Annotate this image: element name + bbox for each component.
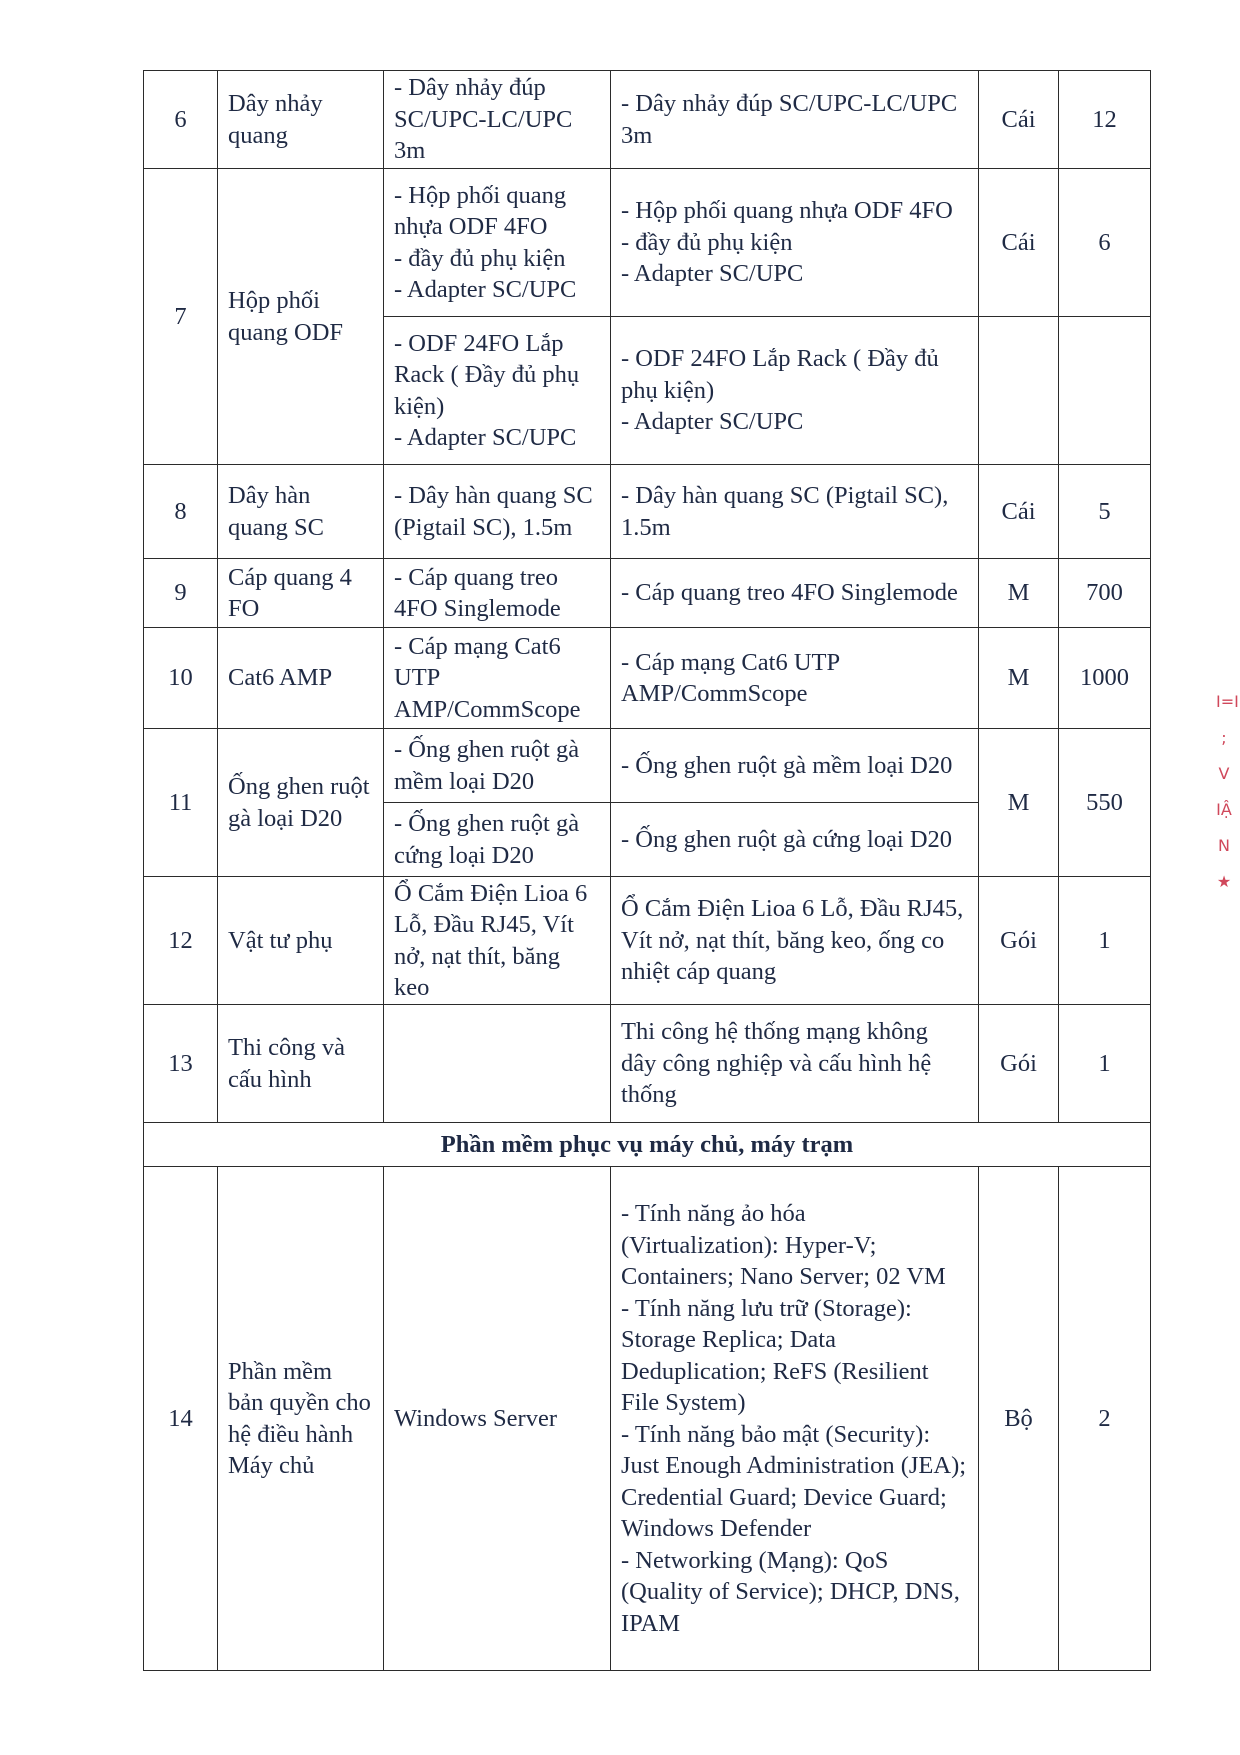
row-number: 12	[144, 877, 218, 1005]
item-name: Thi công và cấu hình	[218, 1005, 384, 1123]
quantity: 1000	[1059, 628, 1151, 729]
unit: Gói	[979, 1005, 1059, 1123]
stamp-mark: IẬ	[1216, 800, 1232, 819]
unit: Cái	[979, 169, 1059, 317]
quantity: 2	[1059, 1167, 1151, 1671]
offered-spec: - Cáp quang treo 4FO Singlemode	[384, 559, 611, 628]
row-number: 8	[144, 465, 218, 559]
row-number: 10	[144, 628, 218, 729]
stamp-edge-fragment	[1216, 684, 1239, 891]
row-number: 11	[144, 729, 218, 877]
required-spec: Thi công hệ thống mạng không dây công nghiệp và cấu hình hệ thống	[611, 1005, 979, 1123]
unit: Bộ	[979, 1167, 1059, 1671]
item-name: Vật tư phụ	[218, 877, 384, 1005]
item-name: Phần mềm bản quyền cho hệ điều hành Máy chủ	[218, 1167, 384, 1671]
required-spec: - Tính năng ảo hóa (Virtualization): Hyper-V; Containers; Nano Server; 02 VM - Tính năng lưu trữ (Storage): Storage Replica; Data Deduplication; ReFS (Resilient File System) - Tính năng bảo mật (Security): Just Enough Administration (JEA); Credential Guard; Device Guard; Windows Defender - Networking (Mạng): QoS (Quality of Service); DHCP, DNS, IPAM	[611, 1167, 979, 1671]
stamp-mark: I=I	[1216, 692, 1239, 711]
quantity: 1	[1059, 877, 1151, 1005]
required-spec: - Ống ghen ruột gà mềm loại D20	[611, 729, 979, 803]
stamp-mark: ; V	[1218, 728, 1230, 783]
table-row	[144, 71, 1151, 169]
required-spec: - Cáp quang treo 4FO Singlemode	[611, 559, 979, 628]
unit: M	[979, 729, 1059, 877]
item-name: Ống ghen ruột gà loại D20	[218, 729, 384, 877]
required-spec: - Hộp phối quang nhựa ODF 4FO - đầy đủ phụ kiện - Adapter SC/UPC	[611, 169, 979, 317]
table-row	[144, 169, 1151, 317]
quantity: 6	[1059, 169, 1151, 317]
offered-spec: - Dây hàn quang SC (Pigtail SC), 1.5m	[384, 465, 611, 559]
required-spec: - Dây hàn quang SC (Pigtail SC), 1.5m	[611, 465, 979, 559]
table-row	[144, 465, 1151, 559]
offered-spec: Ổ Cắm Điện Lioa 6 Lỗ, Đầu RJ45, Vít nở, nạt thít, băng keo	[384, 877, 611, 1005]
row-number: 9	[144, 559, 218, 628]
quantity-empty	[1059, 317, 1151, 465]
table-row	[144, 729, 1151, 803]
section-row	[144, 1123, 1151, 1167]
star-icon: ★	[1216, 872, 1232, 891]
table-row	[144, 628, 1151, 729]
required-spec: Ổ Cắm Điện Lioa 6 Lỗ, Đầu RJ45, Vít nở, nạt thít, băng keo, ống co nhiệt cáp quang	[611, 877, 979, 1005]
required-spec: - ODF 24FO Lắp Rack ( Đầy đủ phụ kiện) - Adapter SC/UPC	[611, 317, 979, 465]
quantity: 700	[1059, 559, 1151, 628]
unit: Gói	[979, 877, 1059, 1005]
unit: Cái	[979, 71, 1059, 169]
offered-spec: - Hộp phối quang nhựa ODF 4FO - đầy đủ phụ kiện - Adapter SC/UPC	[384, 169, 611, 317]
required-spec: - Cáp mạng Cat6 UTP AMP/CommScope	[611, 628, 979, 729]
row-number: 14	[144, 1167, 218, 1671]
item-name: Cat6 AMP	[218, 628, 384, 729]
required-spec: - Ống ghen ruột gà cứng loại D20	[611, 803, 979, 877]
item-name: Dây nhảy quang	[218, 71, 384, 169]
unit: M	[979, 559, 1059, 628]
offered-spec: - ODF 24FO Lắp Rack ( Đầy đủ phụ kiện) - Adapter SC/UPC	[384, 317, 611, 465]
equipment-spec-table	[143, 70, 1151, 1671]
table-row	[144, 1167, 1151, 1671]
stamp-mark: N	[1218, 836, 1230, 855]
offered-spec: - Ống ghen ruột gà mềm loại D20	[384, 729, 611, 803]
item-name: Dây hàn quang SC	[218, 465, 384, 559]
row-number: 6	[144, 71, 218, 169]
row-number: 7	[144, 169, 218, 465]
table-row	[144, 877, 1151, 1005]
quantity: 550	[1059, 729, 1151, 877]
unit-empty	[979, 317, 1059, 465]
table-row	[144, 1005, 1151, 1123]
offered-spec: - Cáp mạng Cat6 UTP AMP/CommScope	[384, 628, 611, 729]
offered-spec	[384, 1005, 611, 1123]
quantity: 5	[1059, 465, 1151, 559]
item-name: Hộp phối quang ODF	[218, 169, 384, 465]
offered-spec: Windows Server	[384, 1167, 611, 1671]
section-title: Phần mềm phục vụ máy chủ, máy trạm	[144, 1123, 1151, 1167]
required-spec: - Dây nhảy đúp SC/UPC-LC/UPC 3m	[611, 71, 979, 169]
offered-spec: - Dây nhảy đúp SC/UPC-LC/UPC 3m	[384, 71, 611, 169]
quantity: 12	[1059, 71, 1151, 169]
row-number: 13	[144, 1005, 218, 1123]
unit: M	[979, 628, 1059, 729]
unit: Cái	[979, 465, 1059, 559]
quantity: 1	[1059, 1005, 1151, 1123]
offered-spec: - Ống ghen ruột gà cứng loại D20	[384, 803, 611, 877]
item-name: Cáp quang 4 FO	[218, 559, 384, 628]
table-row	[144, 559, 1151, 628]
